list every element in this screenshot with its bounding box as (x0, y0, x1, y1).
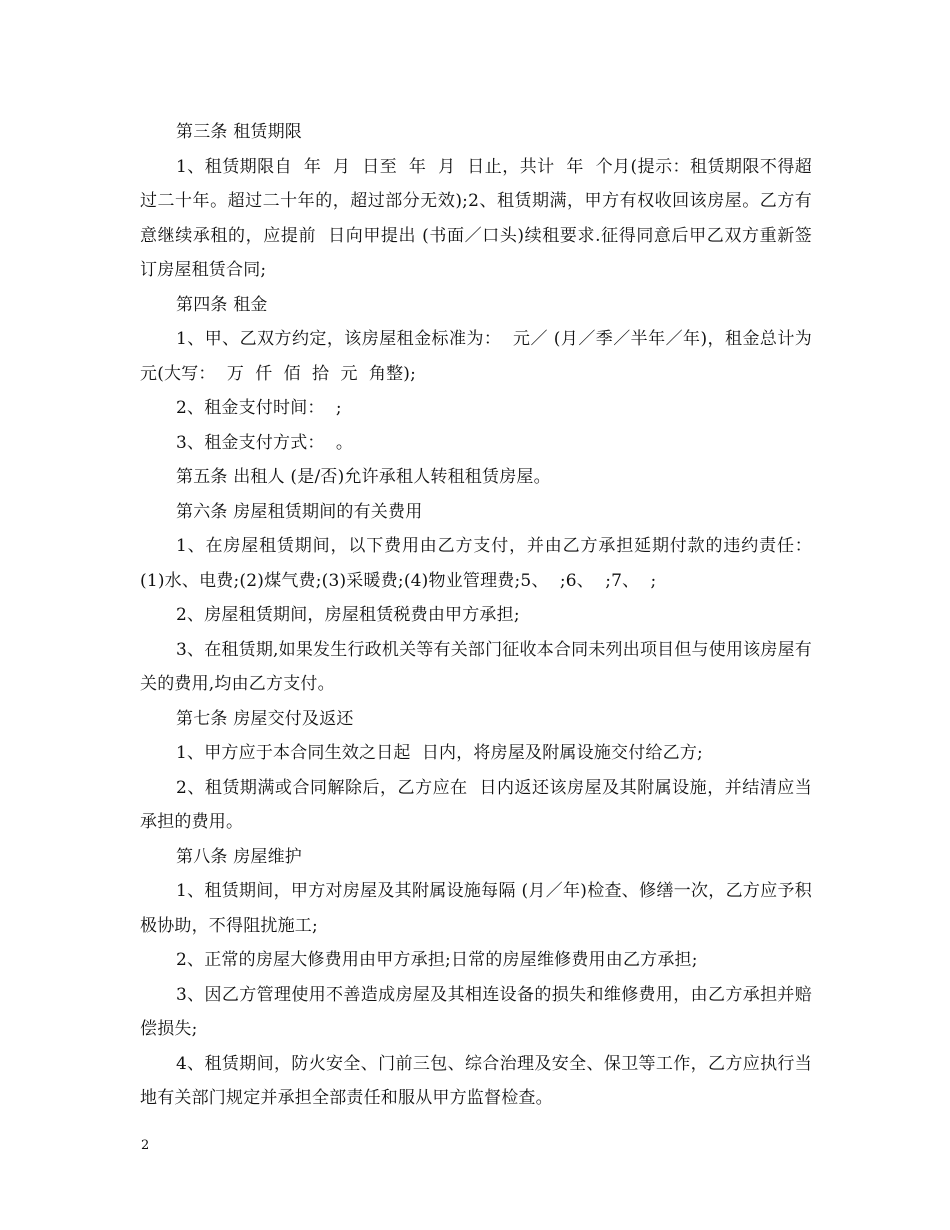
article-7-clause-2: 2、租赁期满或合同解除后，乙方应在 日内返还该房屋及其附属设施，并结清应当承担的费用。 (140, 777, 812, 832)
article-4-clause-3: 3、租金支付方式： 。 (176, 432, 354, 453)
page-number: 2 (141, 1138, 150, 1153)
article-8-clause-4: 4、租赁期间，防火安全、门前三包、综合治理及安全、保卫等工作，乙方应执行当地有关部门规定并承担全部责任和服从甲方监督检查。 (140, 1053, 812, 1108)
article-3-clause-1: 1、租赁期限自 年 月 日至 年 月 日止，共计 年 个月(提示：租赁期限不得超过二十年。超过二十年的，超过部分无效);2、租赁期满，甲方有权收回该房屋。乙方有意继续承租的，应提前 日向甲提出 (书面／口头)续租要求.征得同意后甲乙双方重新签订房屋租赁合同; (140, 156, 812, 280)
article-5-heading: 第五条 出租人 (是/否)允许承租人转租租赁房屋。 (176, 467, 551, 487)
article-4-clause-1: 1、甲、乙双方约定，该房屋租金标准为： 元／ (月／季／半年／年)，租金总计为 元(大写： 万 仟 佰 拾 元 角整); (140, 329, 818, 384)
contract-body (140, 115, 818, 1116)
article-6-clause-3: 3、在租赁期,如果发生行政机关等有关部门征收本合同未列出项目但与使用该房屋有关的费用,均由乙方支付。 (140, 639, 812, 694)
article-6-heading: 第六条 房屋租赁期间的有关费用 (176, 501, 423, 522)
article-6-clause-1: 1、在房屋租赁期间，以下费用由乙方支付，并由乙方承担延期付款的违约责任：(1)水、电费;(2)煤气费;(3)采暖费;(4)物业管理费;5、 ;6、 ;7、 ; (140, 536, 812, 591)
article-3-heading: 第三条 租赁期限 (176, 122, 303, 142)
article-8-clause-3: 3、因乙方管理使用不善造成房屋及其相连设备的损失和维修费用，由乙方承担并赔偿损失; (140, 984, 812, 1039)
article-6-clause-2: 2、房屋租赁期间，房屋租赁税费由甲方承担; (176, 605, 520, 625)
article-8-clause-2: 2、正常的房屋大修费用由甲方承担;日常的房屋维修费用由乙方承担; (176, 950, 698, 970)
article-8-heading: 第八条 房屋维护 (176, 846, 303, 867)
article-4-heading: 第四条 租金 (176, 294, 268, 315)
article-8-clause-1: 1、租赁期间，甲方对房屋及其附属设施每隔 (月／年)检查、修缮一次，乙方应予积极协助，不得阻扰施工; (140, 881, 812, 936)
article-4-clause-2: 2、租金支付时间： ; (176, 398, 342, 418)
article-7-clause-1: 1、甲方应于本合同生效之日起 日内，将房屋及附属设施交付给乙方; (176, 743, 703, 763)
article-7-heading: 第七条 房屋交付及返还 (176, 708, 354, 729)
